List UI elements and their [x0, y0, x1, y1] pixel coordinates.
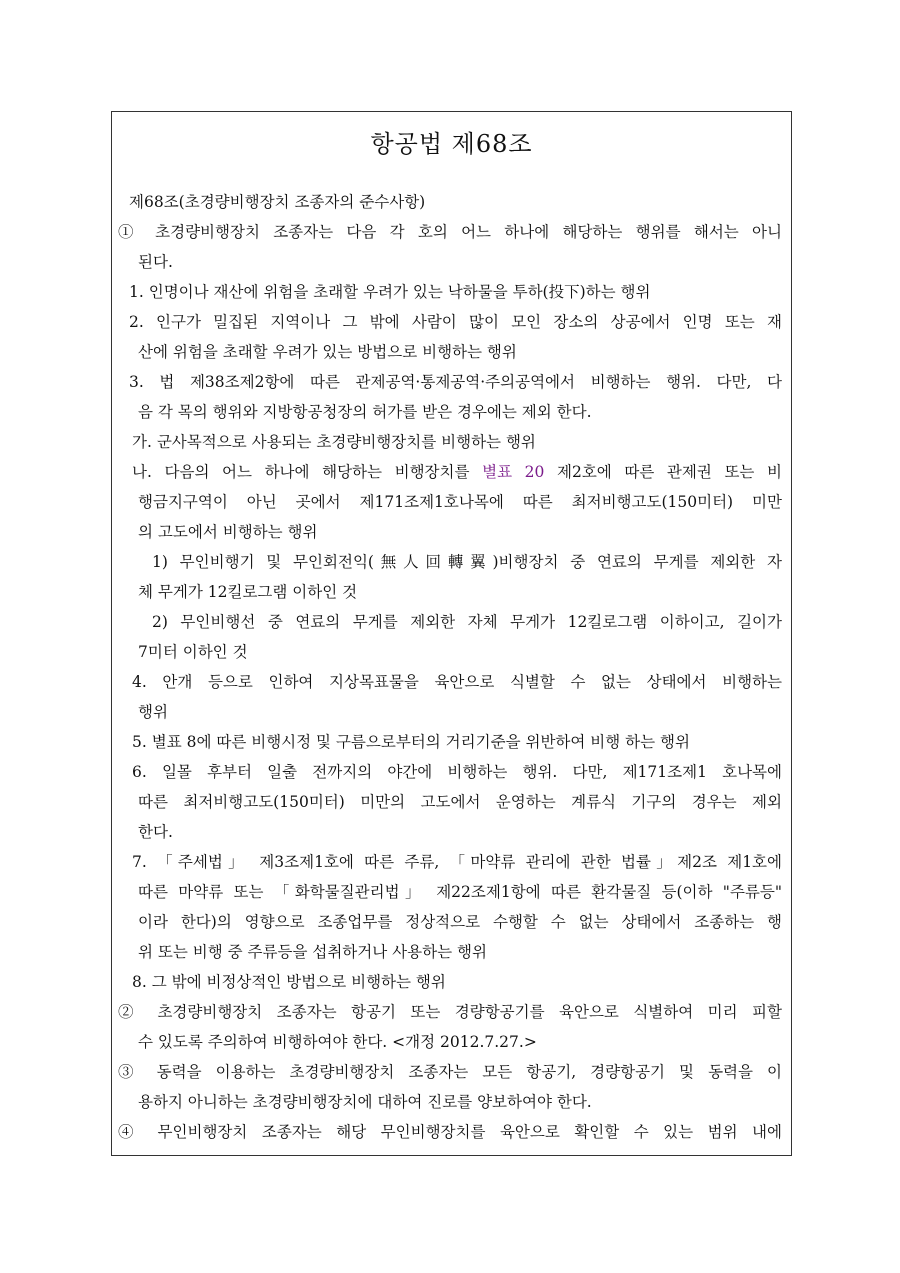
paragraph-line: 행위: [138, 703, 168, 721]
paragraph-line: 5. 별표 8에 따른 비행시정 및 구름으로부터의 거리기준을 위반하여 비행 하는 행위: [132, 733, 690, 751]
paragraph-line: 음 각 목의 행위와 지방항공청장의 허가를 받은 경우에는 제외 한다.: [138, 403, 592, 421]
paragraph-line: ③ 동력을 이용하는 초경량비행장치 조종자는 모든 항공기, 경량항공기 및 동력을 이: [118, 1063, 782, 1081]
paragraph-line: 행금지구역이 아닌 곳에서 제171조제1호나목에 따른 최저비행고도(150미터) 미만: [138, 493, 782, 511]
document-title: 항공법 제68조: [370, 130, 533, 158]
paragraph-line: 2. 인구가 밀집된 지역이나 그 밖에 사람이 많이 모인 장소의 상공에서 인명 또는 재: [129, 313, 782, 331]
paragraph-line: 4. 안개 등으로 인하여 지상목표물을 육안으로 식별할 수 없는 상태에서 비행하는: [132, 673, 782, 691]
article-heading: 제68조(초경량비행장치 조종자의 준수사항): [129, 193, 426, 211]
paragraph-line: 6. 일몰 후부터 일출 전까지의 야간에 비행하는 행위. 다만, 제171조제1 호나목에: [132, 763, 782, 781]
paragraph-line: 용하지 아니하는 초경량비행장치에 대하여 진로를 양보하여야 한다.: [138, 1093, 592, 1111]
line-text: 나. 다음의 어느 하나에 해당하는 비행장치를: [132, 463, 470, 481]
paragraph-line: ④ 무인비행장치 조종자는 해당 무인비행장치를 육안으로 확인할 수 있는 범위 내에: [118, 1123, 782, 1141]
paragraph-line: 따른 최저비행고도(150미터) 미만의 고도에서 운영하는 계류식 기구의 경우는 제외: [138, 793, 782, 811]
paragraph-line: 따른 마약류 또는 「화학물질관리법」 제22조제1항에 따른 환각물질 등(이하 "주류등": [138, 883, 782, 901]
annex-20-link[interactable]: 별표 20: [482, 463, 545, 481]
paragraph-line: ① 초경량비행장치 조종자는 다음 각 호의 어느 하나에 해당하는 행위를 해서는 아니: [118, 223, 782, 241]
paragraph-line: 산에 위험을 초래할 우려가 있는 방법으로 비행하는 행위: [138, 343, 517, 361]
paragraph-line: 7미터 이하인 것: [138, 643, 248, 661]
paragraph-line: 의 고도에서 비행하는 행위: [138, 523, 318, 541]
paragraph-line: 2) 무인비행선 중 연료의 무게를 제외한 자체 무게가 12킬로그램 이하이고, 길이가: [152, 613, 782, 631]
paragraph-line: 체 무게가 12킬로그램 이하인 것: [138, 583, 358, 601]
paragraph-line: 1) 무인비행기 및 무인회전익(無人回轉翼)비행장치 중 연료의 무게를 제외한 자: [152, 553, 782, 571]
paragraph-line: 위 또는 비행 중 주류등을 섭취하거나 사용하는 행위: [138, 943, 487, 961]
paragraph-line: 수 있도록 주의하여 비행하여야 한다. <개정 2012.7.27.>: [138, 1033, 537, 1051]
paragraph-line: 7. 「주세법」 제3조제1호에 따른 주류, 「마약류 관리에 관한 법률」제2조 제1호에: [132, 853, 782, 871]
paragraph-line: 8. 그 밖에 비정상적인 방법으로 비행하는 행위: [132, 973, 446, 991]
paragraph-line: 가. 군사목적으로 사용되는 초경량비행장치를 비행하는 행위: [132, 433, 536, 451]
line-text: 제2호에 따른 관제권 또는 비: [556, 463, 782, 481]
paragraph-line: 된다.: [138, 253, 173, 271]
paragraph-line: 이라 한다)의 영향으로 조종업무를 정상적으로 수행할 수 없는 상태에서 조종하는 행: [138, 913, 782, 931]
paragraph-line: 한다.: [138, 823, 173, 841]
law-document-box: [111, 111, 792, 1156]
paragraph-line: ② 초경량비행장치 조종자는 항공기 또는 경량항공기를 육안으로 식별하여 미리 피할: [118, 1003, 782, 1021]
paragraph-line: 3. 법 제38조제2항에 따른 관제공역·통제공역·주의공역에서 비행하는 행위. 다만, 다: [129, 373, 782, 391]
paragraph-line: [112, 465, 791, 481]
paragraph-line: 1. 인명이나 재산에 위험을 초래할 우려가 있는 낙하물을 투하(投下)하는 행위: [129, 283, 651, 301]
